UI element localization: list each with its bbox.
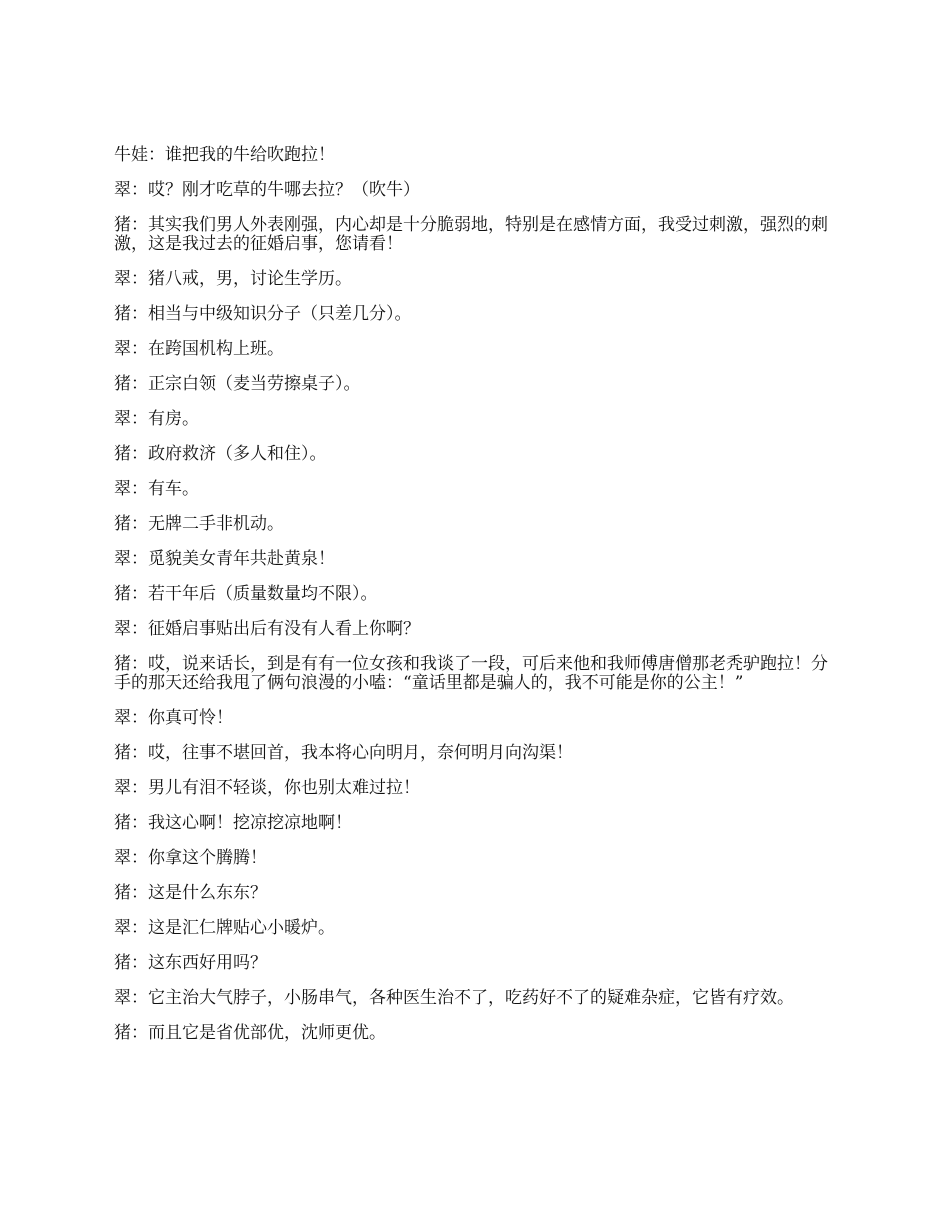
dialogue-line: 翠：这是汇仁牌贴心小暖炉。 — [114, 918, 335, 938]
dialogue-line: 猪：若干年后（质量数量均不限）。 — [114, 584, 378, 604]
dialogue-line: 猪：这东西好用吗？ — [114, 953, 267, 973]
dialogue-line: 翠：它主治大气脖子，小肠串气，各种医生治不了，吃药好不了的疑难杂症，它皆有疗效。 — [114, 988, 794, 1008]
dialogue-line: 猪：哎，往事不堪回首，我本将心向明月，奈何明月向沟渠！ — [114, 743, 573, 763]
dialogue-line: 翠：男儿有泪不轻谈，你也别太难过拉！ — [114, 778, 420, 798]
dialogue-line: 猪：相当与中级知识分子（只差几分）。 — [114, 304, 412, 324]
dialogue-line: 翠：你真可怜！ — [114, 708, 233, 728]
dialogue-line: 猪：其实我们男人外表刚强，内心却是十分脆弱地，特别是在感情方面，我受过刺激，强烈的刺激，这是我过去的征婚启事，您请看！ — [114, 215, 828, 254]
dialogue-line: 翠：觅貌美女青年共赴黄泉！ — [114, 549, 335, 569]
dialogue-line: 猪：哎，说来话长，到是有有一位女孩和我谈了一段，可后来他和我师傅唐僧那老秃驴跑拉！分手的那天还给我甩了俩句浪漫的小嗑：“童话里都是骗人的，我不可能是你的公主！” — [114, 654, 828, 693]
dialogue-line: 猪：我这心啊！挖凉挖凉地啊！ — [114, 813, 352, 833]
dialogue-line: 猪：正宗白领（麦当劳擦桌子）。 — [114, 374, 361, 394]
dialogue-line: 翠：你拿这个腾腾！ — [114, 848, 267, 868]
dialogue-line: 猪：政府救济（多人和住）。 — [114, 444, 327, 464]
dialogue-line: 翠：猪八戒，男，讨论生学历。 — [114, 269, 352, 289]
dialogue-line: 翠：在跨国机构上班。 — [114, 339, 284, 359]
dialogue-line: 猪：而且它是省优部优，沈师更优。 — [114, 1023, 386, 1043]
dialogue-line: 猪：这是什么东东？ — [114, 883, 267, 903]
dialogue-line: 翠：有房。 — [114, 409, 199, 429]
dialogue-line: 猪：无牌二手非机动。 — [114, 514, 284, 534]
dialogue-line: 翠：征婚启事贴出后有没有人看上你啊？ — [114, 619, 420, 639]
dialogue-line: 翠：哎？刚才吃草的牛哪去拉？（吹牛） — [114, 180, 420, 200]
dialogue-line: 翠：有车。 — [114, 479, 199, 499]
dialogue-text — [114, 146, 844, 1059]
dialogue-line: 牛娃：谁把我的牛给吹跑拉！ — [114, 145, 335, 165]
